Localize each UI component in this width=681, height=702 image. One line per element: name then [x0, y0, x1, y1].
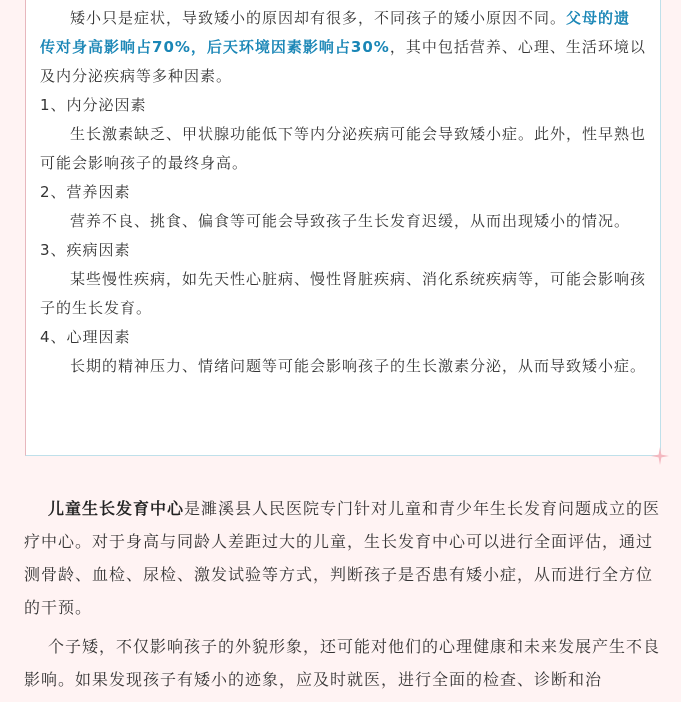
intro-paragraph	[40, 4, 646, 91]
article-body	[24, 492, 664, 702]
center-paragraph	[24, 492, 664, 624]
section-text: 生长激素缺乏、甲状腺功能低下等内分泌疾病可能会导致矮小症。此外，性早熟也可能会影响孩子的最终身高。	[40, 125, 647, 172]
info-card	[25, 0, 661, 456]
advice-paragraph: 个子矮，不仅影响孩子的外貌形象，还可能对他们的心理健康和未来发展产生不良影响。如果发现孩子有矮小的迹象，应及时就医，进行全面的检查、诊断和治	[24, 637, 661, 689]
sparkle-icon	[651, 447, 669, 465]
intro-text-end: ，其中包括营养、心理、生活环境以及内分泌疾病等多种因素。	[40, 38, 646, 85]
intro-highlight: 父母的遗传对身高影响占70%，后天环境因素影响占30%	[40, 9, 631, 56]
intro-text: 矮小只是症状，导致矮小的原因却有很多，不同孩子的矮小原因不同。	[70, 9, 567, 27]
section-text: 长期的精神压力、情绪问题等可能会影响孩子的生长激素分泌，从而导致矮小症。	[70, 357, 647, 375]
section-text: 营养不良、挑食、偏食等可能会导致孩子生长发育迟缓，从而出现矮小的情况。	[70, 212, 631, 230]
card-content	[40, 4, 646, 381]
section-heading: 4、心理因素	[40, 328, 131, 346]
center-name: 儿童生长发育中心	[48, 499, 185, 518]
section-heading: 1、内分泌因素	[40, 96, 147, 114]
section-heading: 2、营养因素	[40, 183, 131, 201]
section-heading: 3、疾病因素	[40, 241, 131, 259]
center-description: 是濉溪县人民医院专门针对儿童和青少年生长发育问题成立的医疗中心。对于身高与同龄人差距过大的儿童，生长发育中心可以进行全面评估，通过测骨龄、血检、尿检、激发试验等方式，判断孩子是否患有矮小症，从而进行全方位的干预。	[24, 499, 661, 617]
section-text: 某些慢性疾病，如先天性心脏病、慢性肾脏疾病、消化系统疾病等，可能会影响孩子的生长发育。	[40, 270, 647, 317]
